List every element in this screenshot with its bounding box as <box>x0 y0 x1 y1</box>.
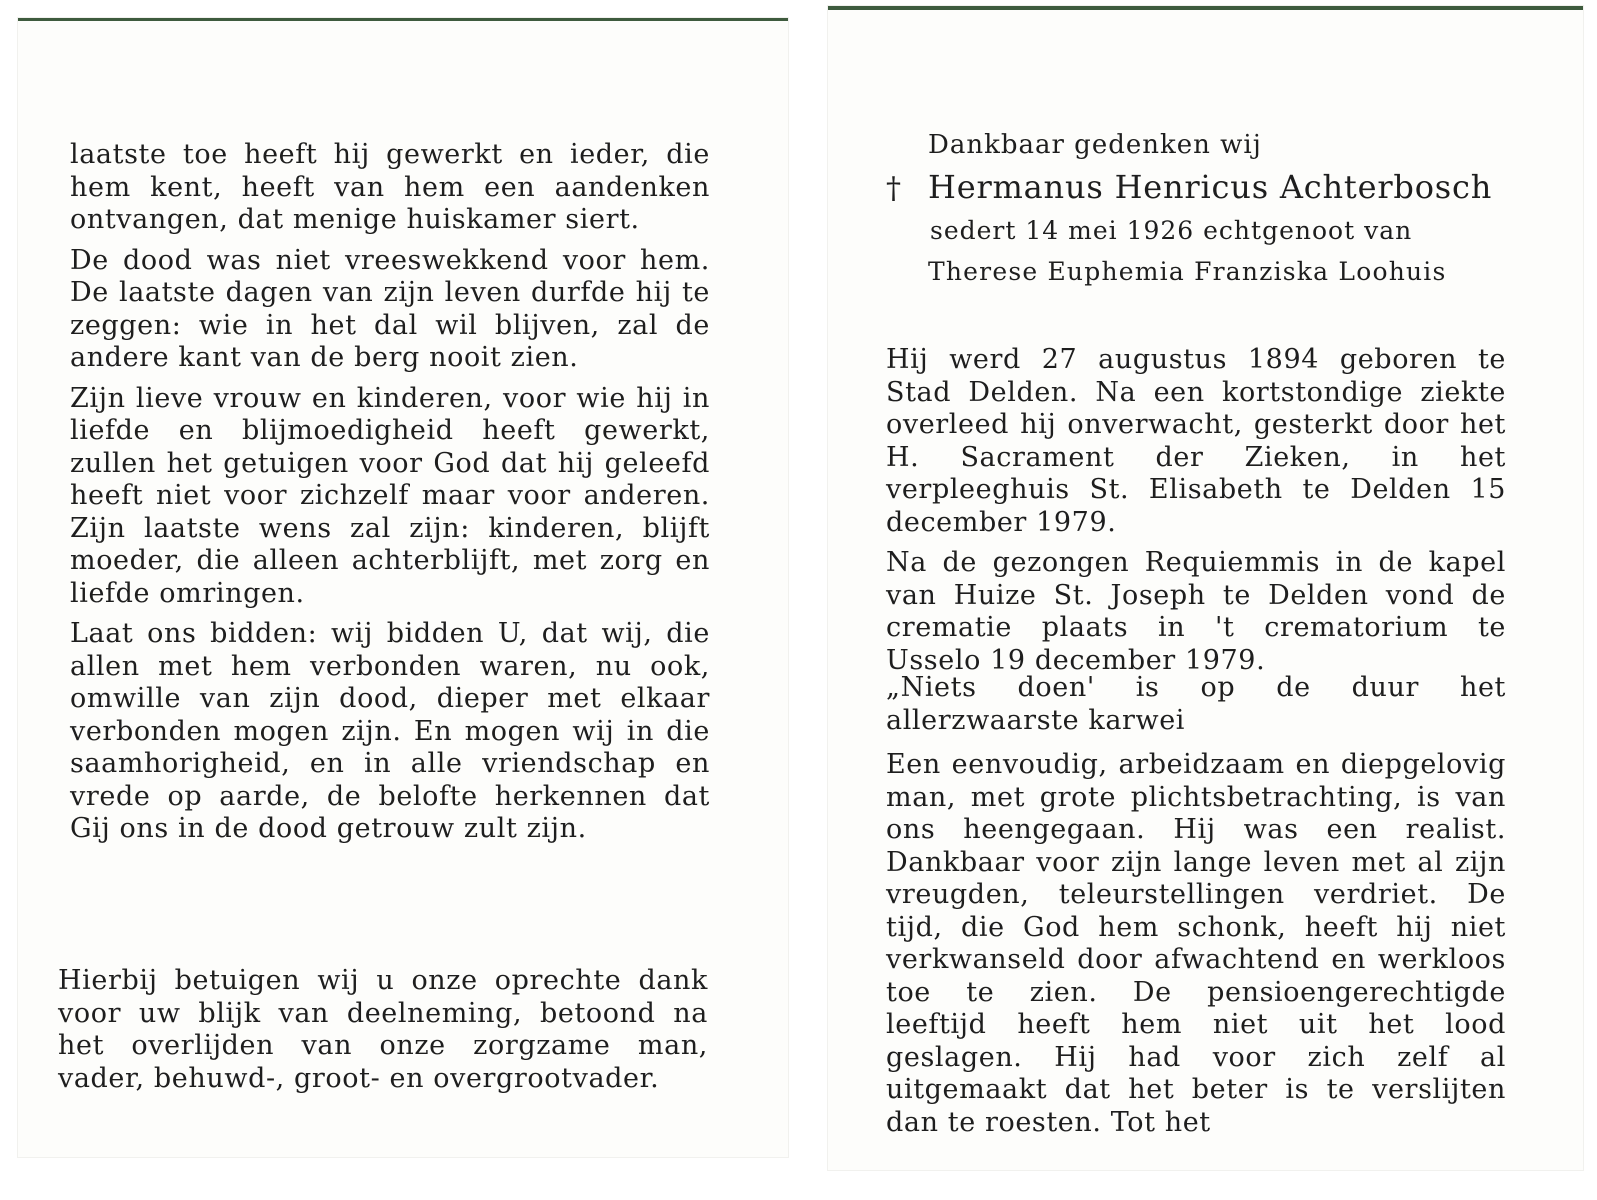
biography-text <box>886 344 1506 685</box>
paragraph-birth-death: Hij werd 27 augustus 1894 geboren te Stad Delden. Na een kortstondige ziekte overleed hij onverwacht, gesterkt door het H. Sacrament der Zieken, in het verpleeghuis St. Elisabeth te Delden 15 december 1979. <box>886 344 1506 538</box>
intro-line: Dankbaar gedenken wij <box>928 130 1262 160</box>
memorial-heading <box>886 130 1528 286</box>
paragraph-work-memento: laatste toe heeft hij gewerkt en ieder, die hem kent, heeft van hem een aandenken ontvangen, dat menige huiskamer siert. <box>70 139 710 235</box>
deceased-name: Hermanus Henricus Achterbosch <box>928 168 1493 206</box>
paragraph-character: Een eenvoudig, arbeidzaam en diepgelovig man, met grote plichtsbetrachting, is van ons heengegaan. Hij was een realist. Dankbaar voor zijn lange leven met al zijn vreugden, teleurstellingen verdriet. De tijd, die God hem schonk, heeft hij niet verkwanseld door afwachtend en werkloos toe te zien. De pensioengerechtigde leeftijd heeft hem niet uit het lood geslagen. Hij had voor zich zelf al uitgemaakt dat het beter is te verslijten dan te roesten. Tot het <box>886 749 1506 1138</box>
marriage-line: sedert 14 mei 1926 echtgenoot van <box>930 216 1413 245</box>
paragraph-thanks: Hierbij betuigen wij u onze oprechte dank voor uw blijk van deelneming, betoond na het overlijden van onze zorgzame man, vader, behuwd-, groot- en overgrootvader. <box>58 965 708 1094</box>
paragraph-death-not-fearful: De dood was niet vreeswekkend voor hem. De laatste dagen van zijn leven durfde hij te zeggen: wie in het dal wil blijven, zal de andere kant van de berg nooit zien. <box>70 244 710 373</box>
left-thanks-text <box>58 965 708 1103</box>
spouse-name: Therese Euphemia Franziska Loohuis <box>928 257 1447 286</box>
left-page <box>18 18 788 1157</box>
right-page <box>828 6 1583 1170</box>
cross-icon: † <box>886 171 901 206</box>
left-main-text <box>70 139 710 854</box>
quote-and-closing <box>886 672 1506 1151</box>
name-row <box>886 168 1528 206</box>
paragraph-wife-children: Zijn lieve vrouw en kinderen, voor wie hij in liefde en blijmoedigheid heeft gewerkt, zullen het getuigen voor God dat hij geleefd heeft niet voor zichzelf maar voor anderen. Zijn laatste wens zal zijn: kinderen, blijft moeder, die alleen achterblijft, met zorg en liefde omringen. <box>70 382 710 609</box>
quote-line: „Niets doen' is op de duur het allerzwaarste karwei <box>886 672 1506 736</box>
paragraph-prayer: Laat ons bidden: wij bidden U, dat wij, die allen met hem verbonden waren, nu ook, omwille van zijn dood, dieper met elkaar verbonden mogen zijn. En mogen wij in die saamhorigheid, en in alle vriendschap en vrede op aarde, de belofte herkennen dat Gij ons in de dood getrouw zult zijn. <box>70 618 710 844</box>
paragraph-requiem-cremation: Na de gezongen Requiemmis in de kapel van Huize St. Joseph te Delden vond de crematie plaats in 't crematorium te Usselo 19 december 1979. <box>886 547 1506 676</box>
